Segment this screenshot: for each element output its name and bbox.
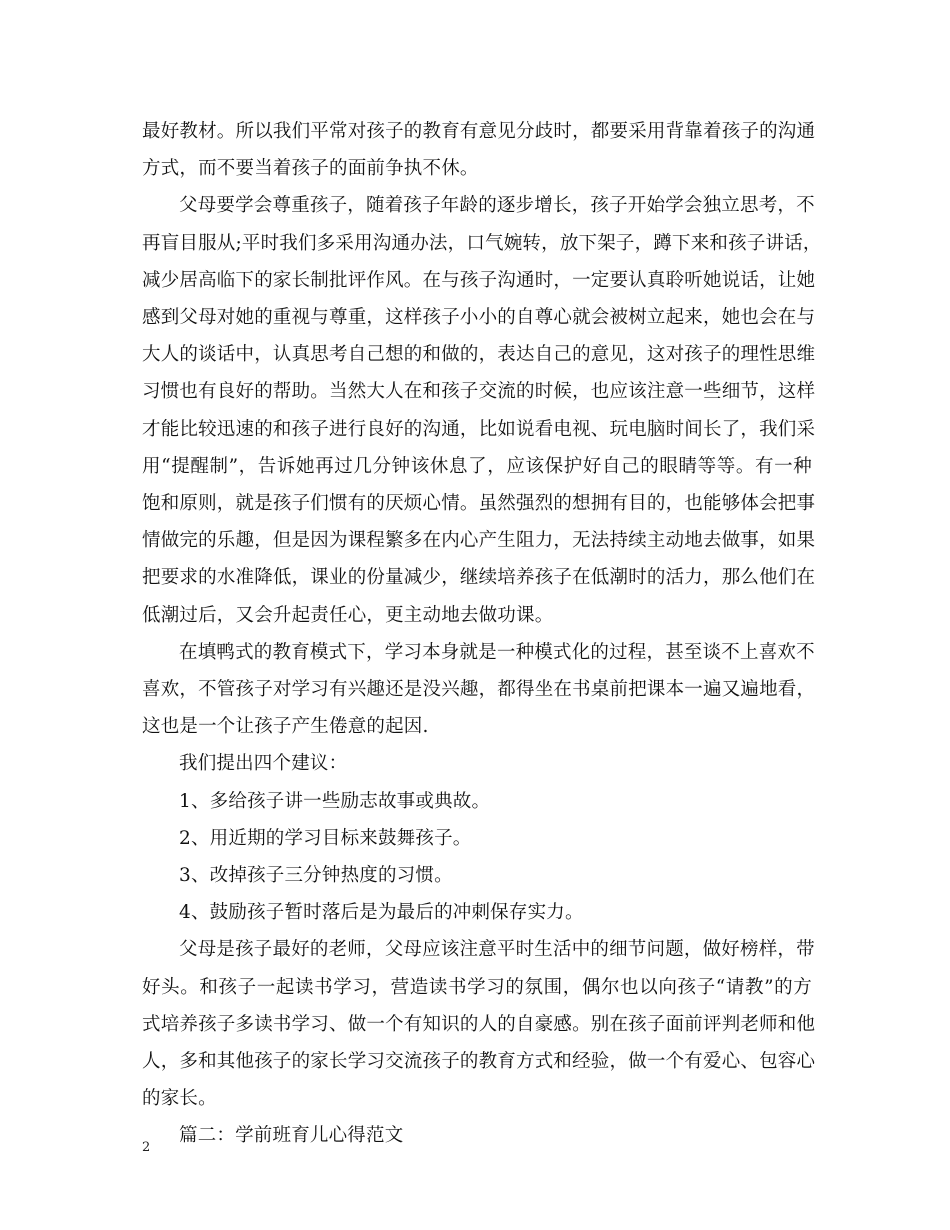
text-line: 父母是孩子最好的老师，父母应该注意平时生活中的细节问题，做好榜样，带 — [179, 939, 815, 961]
text-line: 人，多和其他孩子的家长学习交流孩子的教育方式和经验，做一个有爱心、包容心 — [142, 1051, 816, 1073]
text-line: 篇二：学前班育儿心得范文 — [179, 1125, 404, 1147]
paragraph — [142, 113, 816, 187]
text-line: 低潮过后，又会升起责任心，更主动地去做功课。 — [142, 604, 554, 626]
text-line: 2、用近期的学习目标来鼓舞孩子。 — [179, 827, 472, 849]
text-line: 喜欢，不管孩子对学习有兴趣还是没兴趣，都得坐在书桌前把课本一遍又遍地看， — [142, 679, 816, 701]
paragraph — [142, 931, 816, 1117]
list-item — [142, 894, 812, 931]
text-line: 才能比较迅速的和孩子进行良好的沟通，比如说看电视、玩电脑时间长了，我们采 — [142, 418, 816, 440]
list-item — [142, 783, 812, 820]
text-line: 3、改掉孩子三分钟热度的习惯。 — [179, 865, 453, 887]
text-line: 饱和原则，就是孩子们惯有的厌烦心情。虽然强烈的想拥有目的，也能够体会把事 — [142, 493, 816, 515]
text-line: 父母要学会尊重孩子，随着孩子年龄的逐步增长，孩子开始学会独立思考，不 — [179, 195, 815, 217]
text-line: 式培养孩子多读书学习、做一个有知识的人的自豪感。别在孩子面前评判老师和他 — [142, 1013, 816, 1035]
text-line: 这也是一个让孩子产生倦意的起因. — [142, 716, 429, 738]
text-line: 感到父母对她的重视与尊重，这样孩子小小的自尊心就会被树立起来，她也会在与 — [142, 307, 816, 329]
text-line: 好头。和孩子一起读书学习，营造读书学习的氛围，偶尔也以向孩子“请教”的方 — [142, 976, 812, 998]
paragraph — [142, 634, 816, 746]
section-heading — [142, 1117, 812, 1154]
text-line: 我们提出四个建议： — [179, 753, 348, 775]
text-line: 减少居高临下的家长制批评作风。在与孩子沟通时，一定要认真聆听她说话，让她 — [142, 269, 816, 291]
text-line: 4、鼓励孩子暂时落后是为最后的冲刺保存实力。 — [179, 902, 584, 924]
text-line: 情做完的乐趣，但是因为课程繁多在内心产生阻力，无法持续主动地去做事，如果 — [142, 530, 816, 552]
text-line: 在填鸭式的教育模式下，学习本身就是一种模式化的过程，甚至谈不上喜欢不 — [179, 641, 815, 663]
list-item — [142, 820, 812, 857]
text-line: 方式，而不要当着孩子的面前争执不休。 — [142, 158, 479, 180]
text-line: 的家长。 — [142, 1088, 217, 1110]
text-line: 1、多给孩子讲一些励志故事或典故。 — [179, 790, 491, 812]
list-item — [142, 857, 812, 894]
text-line: 把要求的水准降低，课业的份量减少，继续培养孩子在低潮时的活力，那么他们在 — [142, 567, 816, 589]
text-line: 用“提醒制”，告诉她再过几分钟该休息了，应该保护好自己的眼睛等等。有一种 — [142, 455, 812, 477]
list-intro — [142, 745, 812, 782]
paragraph — [142, 187, 822, 633]
page-number: 2 — [142, 1140, 151, 1155]
text-line: 再盲目服从;平时我们多采用沟通办法，口气婉转，放下架子，蹲下来和孩子讲话， — [142, 232, 822, 254]
text-line: 最好教材。所以我们平常对孩子的教育有意见分歧时，都要采用背靠着孩子的沟通 — [142, 121, 816, 142]
text-line: 习惯也有良好的帮助。当然大人在和孩子交流的时候，也应该注意一些细节，这样 — [142, 381, 816, 403]
text-line: 大人的谈话中，认真思考自己想的和做的，表达自己的意见，这对孩子的理性思维 — [142, 344, 816, 366]
document-body — [142, 113, 822, 1155]
